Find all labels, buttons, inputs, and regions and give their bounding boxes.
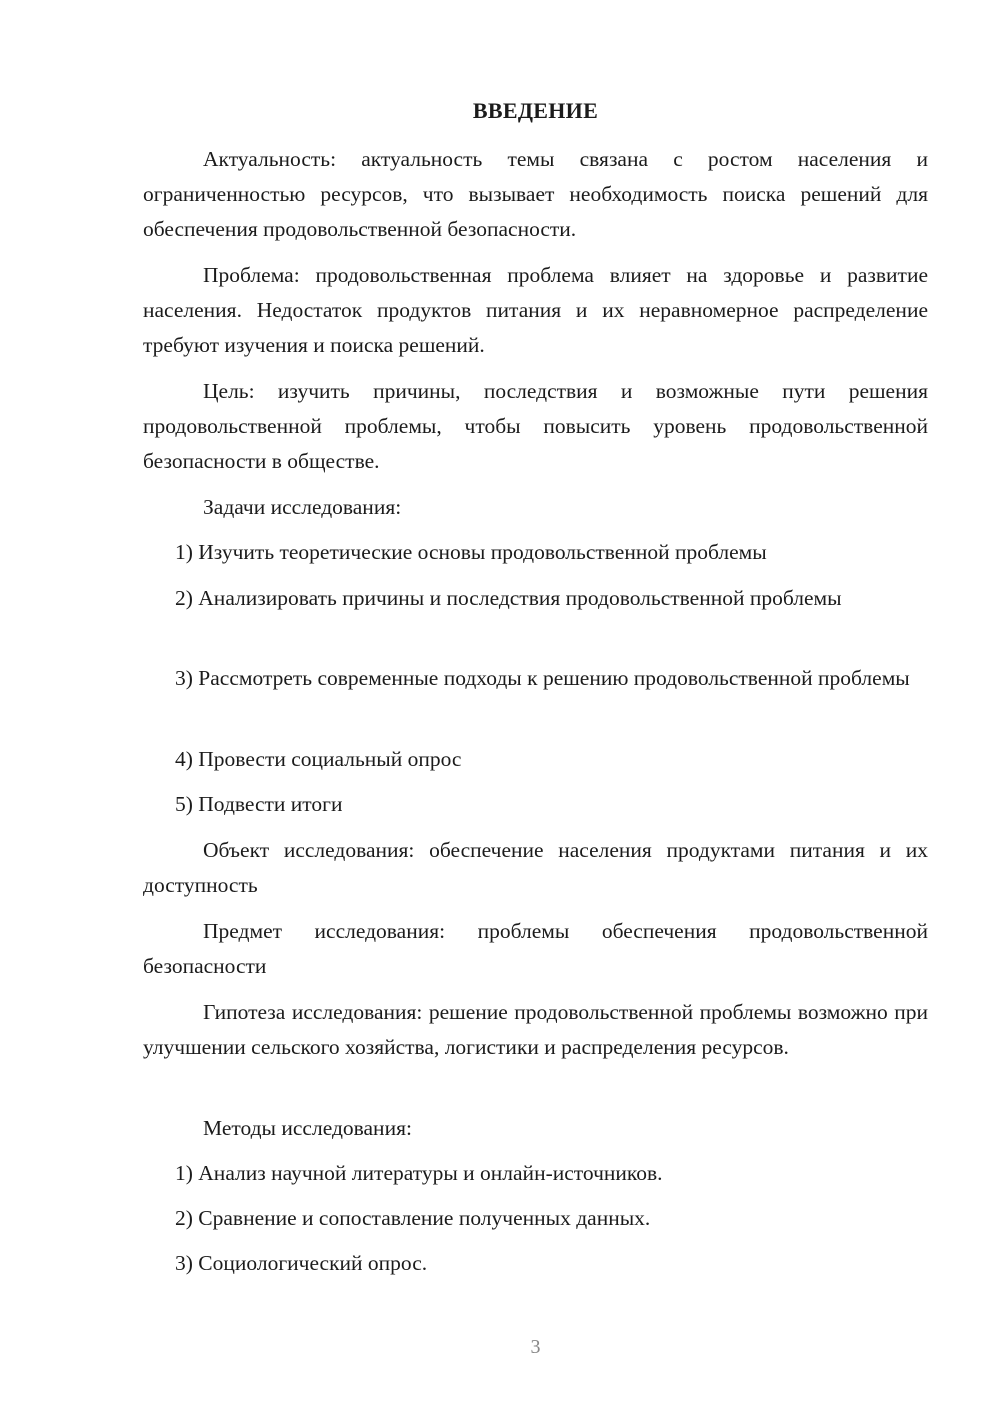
list-item-task-4: 4) Провести социальный опрос — [175, 747, 462, 771]
list-item-method-2: 2) Сравнение и сопоставление полученных данных. — [175, 1206, 651, 1230]
page-number: 3 — [530, 1336, 541, 1358]
page-title: ВВЕДЕНИЕ — [472, 98, 599, 123]
list-item-method-1: 1) Анализ научной литературы и онлайн-источников. — [175, 1161, 663, 1185]
list-item-task-1: 1) Изучить теоретические основы продовольственной проблемы — [175, 540, 767, 564]
paragraph-object: Объект исследования: обеспечение населения продуктами питания и их доступность — [143, 838, 928, 897]
paragraph-problem: Проблема: продовольственная проблема влияет на здоровье и развитие населения. Недостаток продуктов питания и их неравномерное распределение требуют изучения и поиска решений. — [143, 263, 928, 357]
paragraph-tasks-heading: Задачи исследования: — [203, 495, 402, 519]
list-item-method-3: 3) Социологический опрос. — [175, 1251, 428, 1275]
list-item-task-5: 5) Подвести итоги — [175, 792, 343, 816]
paragraph-goal: Цель: изучить причины, последствия и возможные пути решения продовольственной проблемы, чтобы повысить уровень продовольственной безопасности в обществе. — [143, 379, 928, 473]
list-item-task-3: 3) Рассмотреть современные подходы к решению продовольственной проблемы — [175, 666, 910, 690]
paragraph-subject: Предмет исследования: проблемы обеспечения продовольственной безопасности — [143, 919, 928, 978]
paragraph-hypothesis: Гипотеза исследования: решение продовольственной проблемы возможно при улучшении сельского хозяйства, логистики и распределения ресурсов. — [143, 1000, 928, 1059]
list-item-task-2: 2) Анализировать причины и последствия продовольственной проблемы — [175, 586, 842, 610]
paragraph-relevance: Актуальность: актуальность темы связана с ростом населения и ограниченностью ресурсов, что вызывает необходимость поиска решений для обеспечения продовольственной безопасности. — [143, 147, 928, 241]
paragraph-methods-heading: Методы исследования: — [203, 1116, 412, 1140]
